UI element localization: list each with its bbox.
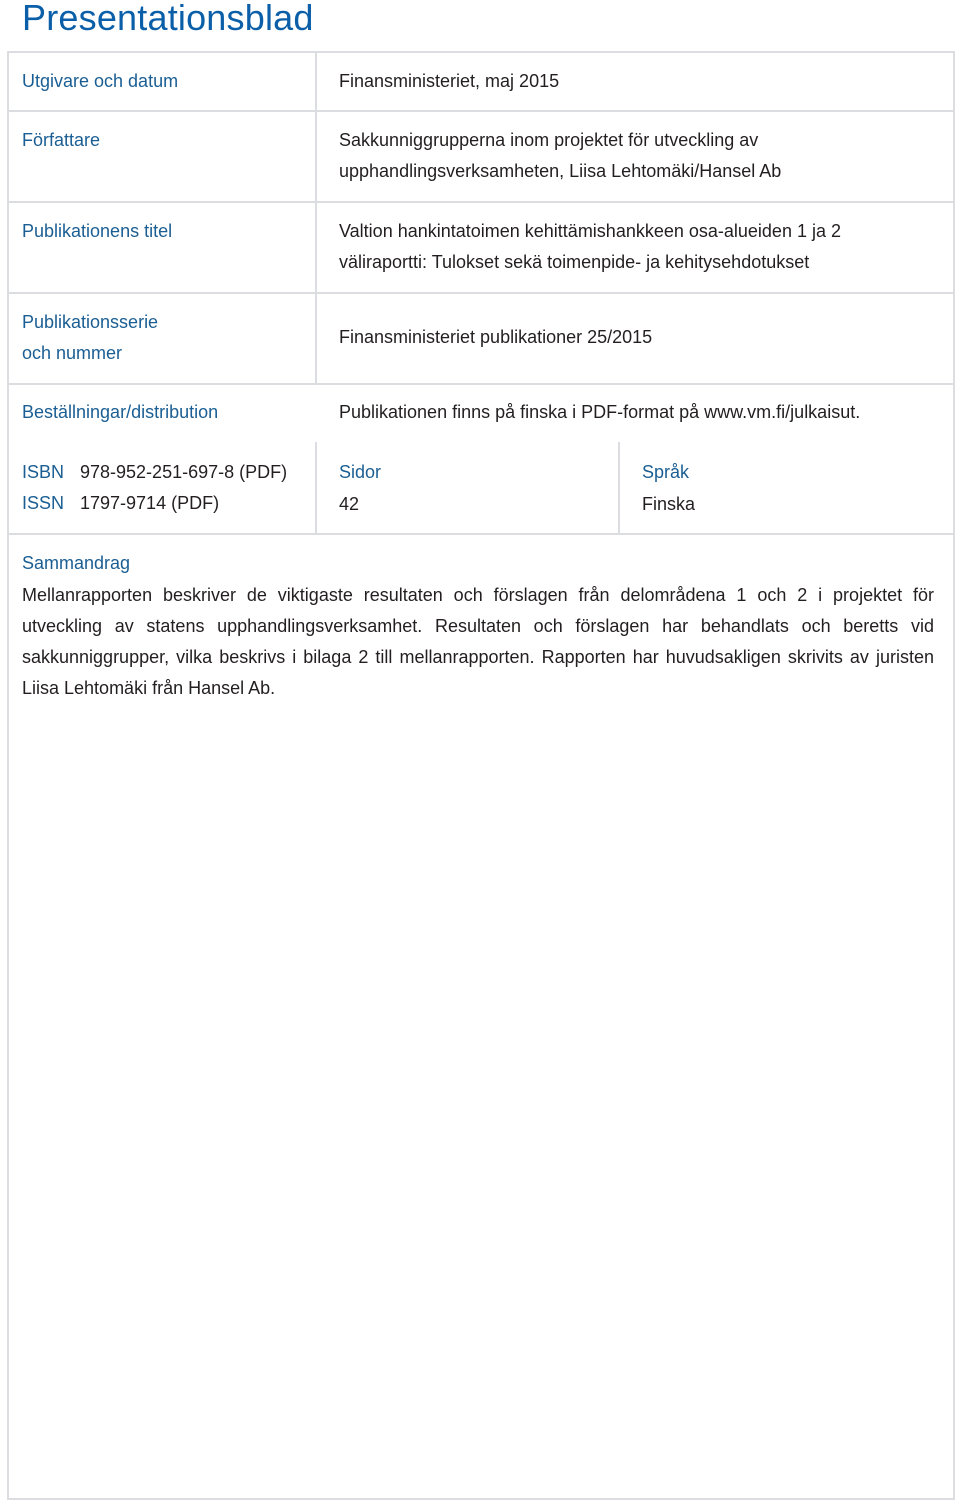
isbn-line [22, 457, 287, 488]
issn-line [22, 488, 219, 519]
isbn-value: 978-952-251-697-8 (PDF) [80, 462, 288, 482]
isbn-label: ISBN [22, 462, 65, 482]
row-divider [7, 201, 955, 203]
issn-value: 1797-9714 (PDF) [80, 493, 220, 513]
pages-value: 42 [339, 494, 360, 514]
column-divider [315, 442, 317, 535]
row-divider [7, 383, 955, 385]
series-label-line1: Publikationsserie [22, 312, 159, 332]
summary-label: Sammandrag [22, 553, 131, 573]
column-divider [618, 442, 620, 535]
title-value-line1: Valtion hankintatoimen kehittämishankkeen osa-alueiden 1 ja 2 [339, 221, 841, 241]
distribution-value: Publikationen finns på finska i PDF-format på www.vm.fi/julkaisut. [339, 402, 861, 422]
series-value: Finansministeriet publikationer 25/2015 [339, 327, 653, 347]
row-divider [7, 533, 955, 535]
authors-value-line2: upphandlingsverksamheten, Liisa Lehtomäki/Hansel Ab [339, 161, 782, 181]
publisher-value: Finansministeriet, maj 2015 [339, 71, 560, 91]
issn-label: ISSN [22, 493, 65, 513]
pages-label: Sidor [339, 462, 382, 482]
distribution-label: Beställningar/distribution [22, 402, 219, 422]
row-divider [7, 110, 955, 112]
summary-text: Mellanrapporten beskriver de viktigaste resultaten och förslagen från delområdena 1 och 2 i projektet för utveckling av statens upphandlingsverksamhet. Resultaten och förslagen har behandlats och beretts vid sakkunniggrupper, vilka beskrivs i bilaga 2 till mellanrapporten. Rapporten har huvudsakligen skrivits av juristen Liisa Lehtomäki från Hansel Ab. [22, 585, 934, 698]
language-value: Finska [642, 494, 696, 514]
authors-value-line1: Sakkunniggrupperna inom projektet för utveckling av [339, 130, 759, 150]
title-label: Publikationens titel [22, 221, 173, 241]
row-divider [7, 292, 955, 294]
publisher-label: Utgivare och datum [22, 71, 179, 91]
series-label-line2: och nummer [22, 343, 123, 363]
column-divider [315, 51, 317, 385]
language-label: Språk [642, 462, 690, 482]
authors-label: Författare [22, 130, 101, 150]
page-title: Presentationsblad [22, 0, 314, 38]
title-value-line2: väliraportti: Tulokset sekä toimenpide- ja kehitysehdotukset [339, 252, 810, 272]
